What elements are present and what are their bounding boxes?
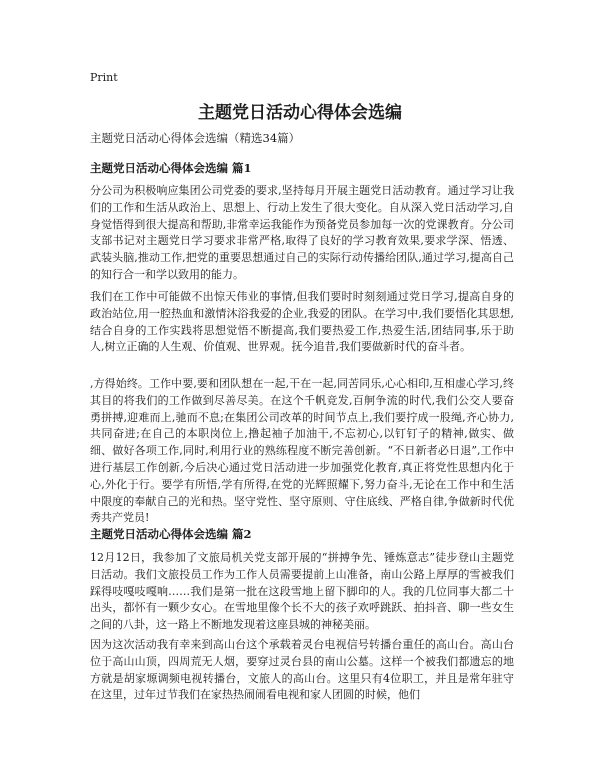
paragraph: 因为这次活动我有幸来到高山台这个承载着灵台电视信号转播台重任的高山台。高山台位于高山山顶，四周荒无人烟，要穿过灵台县的南山公墓。这样一个被我们都遗忘的地方就是胡家塬调频电视转播台，文旅人的高山台。这里只有4位职工，并且是常年驻守在这里，过年过节我们在家热热闹闹看电视和家人团圆的时候，他们 xyxy=(90,638,514,702)
paragraph: 12月12日，我参加了文旅局机关党支部开展的“拼搏争先、锤炼意志”徒步登山主题党日活动。我们文旅投员工作为工作人员需要提前上山准备，南山公路上厚厚的雪被我们踩得吱嘎吱嘎响……我们是第一批在这段雪地上留下脚印的人。我的几位同事大都二十出头，都怀有一颗少女心。在雪地里像个长不大的孩子欢呼跳跃、拍抖音、聊一些女生之间的八卦，这一路上不断地发现着这座县城的神秘美丽。 xyxy=(90,551,514,632)
section-heading: 主题党日活动心得体会选编 篇2 xyxy=(90,527,252,541)
section-heading: 主题党日活动心得体会选编 篇1 xyxy=(90,161,252,175)
paragraph: ,方得始终。工作中要,要和团队想在一起,干在一起,同苦同乐,心心相印,互相虚心学习,终其目的将我们的工作做到尽善尽美。在这个千帆竞发,百舸争流的时代,我们公交人要奋勇拼搏,迎难而上,驰而不息;在集团公司改革的时间节点上,我们要拧成一股绳,齐心协力,共同奋进;在自己的本职岗位上,撸起袖子加油干,不忘初心,以钉钉子的精神,做实、做细、做好各项工作,同时,利用行业的熟练程度不断完善创新。“不日新者必日退”,工作中进行基层工作创新,今后决心通过党日活动进一步加强党化教育,真正将党性思想内化于心,外化于行。要学有所悟,学有所得,在党的光辉照耀下,努力奋斗,无论在工作中和生活中限度的奉献自己的光和热。坚守党性、坚守原则、守住底线、严格自律,争做新时代优秀共产党员! xyxy=(90,377,514,525)
print-link[interactable]: Print xyxy=(90,71,118,84)
paragraph: 我们在工作中可能做不出惊天伟业的事情,但我们要时时刻刻通过党日学习,提高自身的政治站位,用一腔热血和激情沐浴我爱的企业,我爱的团队。在学习中,我们要悟化其思想,结合自身的工作实践将思想觉悟不断提高,我们要热爱工作,热爱生活,团结同事,乐于助人,树立正确的人生观、价值观、世界观。抚今追昔,我们要做新时代的奋斗者。 xyxy=(90,290,514,354)
document-subtitle: 主题党日活动心得体会选编（精选34篇） xyxy=(90,131,301,145)
paragraph: 分公司为积极响应集团公司党委的要求,坚持每月开展主题党日活动教育。通过学习让我们的工作和生活从政治上、思想上、行动上发生了很大变化。自从深入党日活动学习,自身觉悟得到很大提高和帮助,非常幸运我能作为预备党员参加每一次的党课教育。分公司支部书记对主题党日学习要求非常严格,取得了良好的学习教育效果,要求学深、悟透、武装头脑,推动工作,把党的重要思想通过自己的实际行动传播给团队,通过学习,提高自己的知行合一和学以致用的能力。 xyxy=(90,184,514,281)
page-title: 主题党日活动心得体会选编 xyxy=(198,103,402,123)
